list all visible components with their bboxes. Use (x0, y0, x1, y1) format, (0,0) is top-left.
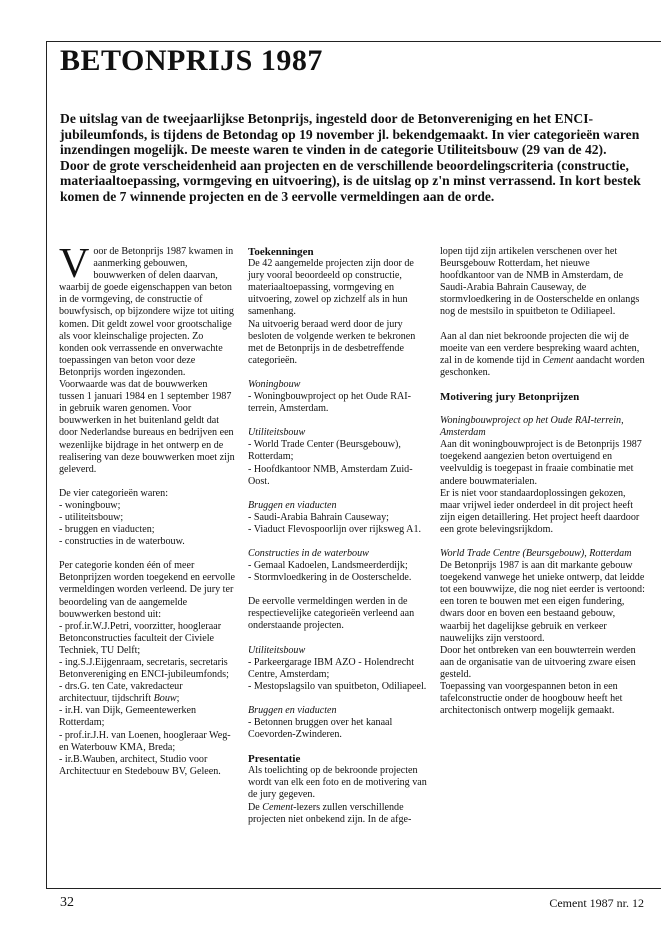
category-item: - constructies in de waterbouw. (59, 536, 185, 548)
frame-top-rule (46, 41, 661, 42)
project-subheading: Woningbouwproject op het Oude RAI-terrein, Amsterdam (440, 415, 624, 439)
body-paragraph: De Betonprijs 1987 is aan dit markante gebouw toegekend vanwege het unieke ontwerp, dat leidde tot een bouwwijze, die nog niet eerder is vertoond: een toren te bouwen met een eigen fundering, dwars door en boven een bestaand gebouw, waarbij het dagelijkse gebruik en verkeer nauwelijks zijn verstoord. (440, 560, 645, 644)
section-heading: Motivering jury Betonprijzen (440, 390, 580, 403)
body-paragraph: De 42 aangemelde projecten zijn door de jury vooral beoordeeld op constructie, materiaaltoepassing, vormgeving en uitvoering, zowel op zichzelf als in hun samenhang. (248, 258, 414, 318)
category-item: - bruggen en viaducten; (59, 524, 155, 536)
frame-bottom-rule (46, 888, 661, 889)
intro-paragraph: Door de grote verscheidenheid aan projecten en de verschillende beoordelingscriteria (constructie, materiaaltoepassing, vormgeving en uitvoering), is de uitslag op z'n minst verrassend. In kort bestek komen de 7 winnende projecten en de 3 eervolle vermeldingen aan de orde. (60, 157, 641, 204)
page-number: 32 (60, 895, 74, 910)
project-item: - Viaduct Flevospoorlijn over rijksweg A1. (248, 523, 422, 535)
body-paragraph: Toepassing van voorgespannen beton in een tafelconstructie onder de hoogbouw heeft het architectonisch ontwerp mogelijk gemaakt. (440, 681, 623, 717)
body-paragraph: Na uitvoerig beraad werd door de jury besloten de volgende werken te bekronen met de Betonprijs in de desbetreffende categorieën. (248, 318, 416, 366)
project-item: - Woningbouwproject op het Oude RAI-terrein, Amsterdam. (248, 391, 411, 415)
category-item: - utiliteitsbouw; (59, 511, 124, 523)
body-paragraph: De Cement-lezers zullen verschillende projecten niet onbekend zijn. In de afge- (248, 801, 412, 825)
project-item: - Mestopslagsilo van spuitbeton, Odiliapeel. (248, 680, 427, 692)
magazine-name: Cement (542, 354, 574, 366)
column-1 (59, 241, 236, 778)
body-paragraph: Er is niet voor standaardoplossingen gekozen, maar vrijwel ieder onderdeel in dit project heeft zijn eigen detaillering. Het project heeft daardoor een grote belevingsrijkdom. (440, 487, 640, 535)
body-paragraph: Voor de Betonprijs 1987 kwamen in aanmerking gebouwen, bouwwerken of delen daarvan, waarbij de goede eigenschappen van beton in de vormgeving, de constructie of bouwfysisch, op bijzondere wijze tot uiting komen. Dit geldt zowel voor grootschalige als voor kleinschalige projecten. Zo konden ook verrassende en onverwachte toepassingen van beton voor deze Betonprijs worden ingezonden. Voorwaarde was dat de bouwwerken tussen 1 januari 1984 en 1 september 1987 in gebruik waren genomen. Voor bouwwerken in het buitenland geldt dat door Nederlandse bureaus en bedrijven een wezenlijke bijdrage in het ontwerp en de realisering van deze bouwwerken moet zijn geleverd. (59, 241, 235, 475)
category-intro: De vier categorieën waren: (59, 487, 169, 499)
body-paragraph: Aan dit woningbouwproject is de Betonprijs 1987 toegekend aangezien beton overtuigend en veelvuldig is toegepast in fraaie combinatie met andere bouwmaterialen. (440, 439, 642, 487)
project-item: - World Trade Center (Beursgebouw), Rotterdam; (248, 439, 401, 463)
project-item: - Betonnen bruggen over het kanaal Coevorden-Zwinderen. (248, 717, 393, 741)
page-title: BETONPRIJS 1987 (60, 44, 323, 77)
section-heading: Presentatie (248, 753, 301, 766)
project-subheading: World Trade Centre (Beursgebouw), Rotterdam (440, 547, 632, 559)
project-item: - Gemaal Kadoelen, Landsmeerderdijk; (248, 560, 408, 572)
project-item: - Saudi-Arabia Bahrain Causeway; (248, 511, 389, 523)
category-heading: Utiliteitsbouw (248, 644, 306, 656)
jury-member: - ing.S.J.Eijgenraam, secretaris, secretaris Betonvereniging en ENCI-jubileumfonds; (59, 657, 229, 681)
intro-paragraph: De uitslag van de tweejaarlijkse Betonprijs, ingesteld door de Betonvereniging en het ENCI-jubileumfonds, is tijdens de Betondag op 19 november jl. bekendgemaakt. In vier categorieën waren inzendingen mogelijk. De meeste waren te vinden in de categorie Utiliteitsbouw (29 van de 42). (60, 111, 640, 158)
jury-member: - ir.H. van Dijk, Gemeentewerken Rotterdam; (59, 705, 197, 729)
column-3 (440, 246, 646, 717)
section-heading: Toekenningen (248, 246, 314, 258)
category-heading: Utiliteitsbouw (248, 427, 306, 439)
body-paragraph: Per categorie konden één of meer Betonprijzen worden toegekend en eervolle vermeldingen worden verleend. De jury ter beoordeling van de aangemelde bouwwerken bestond uit: (59, 560, 236, 620)
jury-member: - drs.G. ten Cate, vakredacteur architectuur, tijdschrift Bouw; (59, 681, 183, 705)
column-2 (248, 246, 429, 826)
magazine-name: Bouw (153, 693, 177, 705)
body-paragraph: De eervolle vermeldingen werden in de respectievelijke categorieën verleend aan onderstaande projecten. (248, 596, 415, 632)
body-paragraph: lopen tijd zijn artikelen verschenen over het Beursgebouw Rotterdam, het nieuwe hoofdkantoor van de NMB in Amsterdam, de Saudi-Arabia Bahrain Causeway, de stormvloedkering in de Oosterschelde en onlangs nog de mestsilo in spuitbeton te Odiliapeel. (440, 246, 640, 318)
category-heading: Bruggen en viaducten (248, 499, 337, 511)
drop-cap: V (59, 241, 90, 287)
category-heading: Bruggen en viaducten (248, 704, 337, 716)
project-item: - Hoofdkantoor NMB, Amsterdam Zuid-Oost. (248, 463, 413, 487)
category-heading: Woningbouw (248, 378, 301, 390)
jury-member: - prof.ir.J.H. van Loenen, hoogleraar Weg- en Waterbouw KMA, Breda; (59, 729, 231, 753)
magazine-name: Cement (262, 801, 294, 813)
project-item: - Stormvloedkering in de Oosterschelde. (248, 572, 412, 584)
category-item: - woningbouw; (59, 499, 121, 511)
intro-lead (60, 111, 646, 205)
body-paragraph: Aan al dan niet bekroonde projecten die wij de moeite van een verdere bespreking waard achten, zal in de komende tijd in Cement aandacht worden geschonken. (440, 330, 645, 378)
category-heading: Constructies in de waterbouw (248, 547, 369, 559)
project-item: - Parkeergarage IBM AZO - Holendrecht Centre, Amsterdam; (248, 656, 415, 680)
frame-left-rule (46, 41, 47, 889)
body-paragraph: Door het ontbreken van een bouwterrein werden aan de organisatie van de uitvoering zware eisen gesteld. (440, 644, 636, 680)
jury-member: - ir.B.Wauben, architect, Studio voor Architectuur en Stedebouw BV, Geleen. (59, 753, 221, 777)
issue-label: Cement 1987 nr. 12 (549, 896, 644, 910)
jury-member: - prof.ir.W.J.Petri, voorzitter, hoogleraar Betonconstructies faculteit der Civiele Techniek, TU Delft; (59, 620, 222, 656)
body-paragraph: Als toelichting op de bekroonde projecten wordt van elk een foto en de motivering van de jury gegeven. (248, 765, 427, 801)
